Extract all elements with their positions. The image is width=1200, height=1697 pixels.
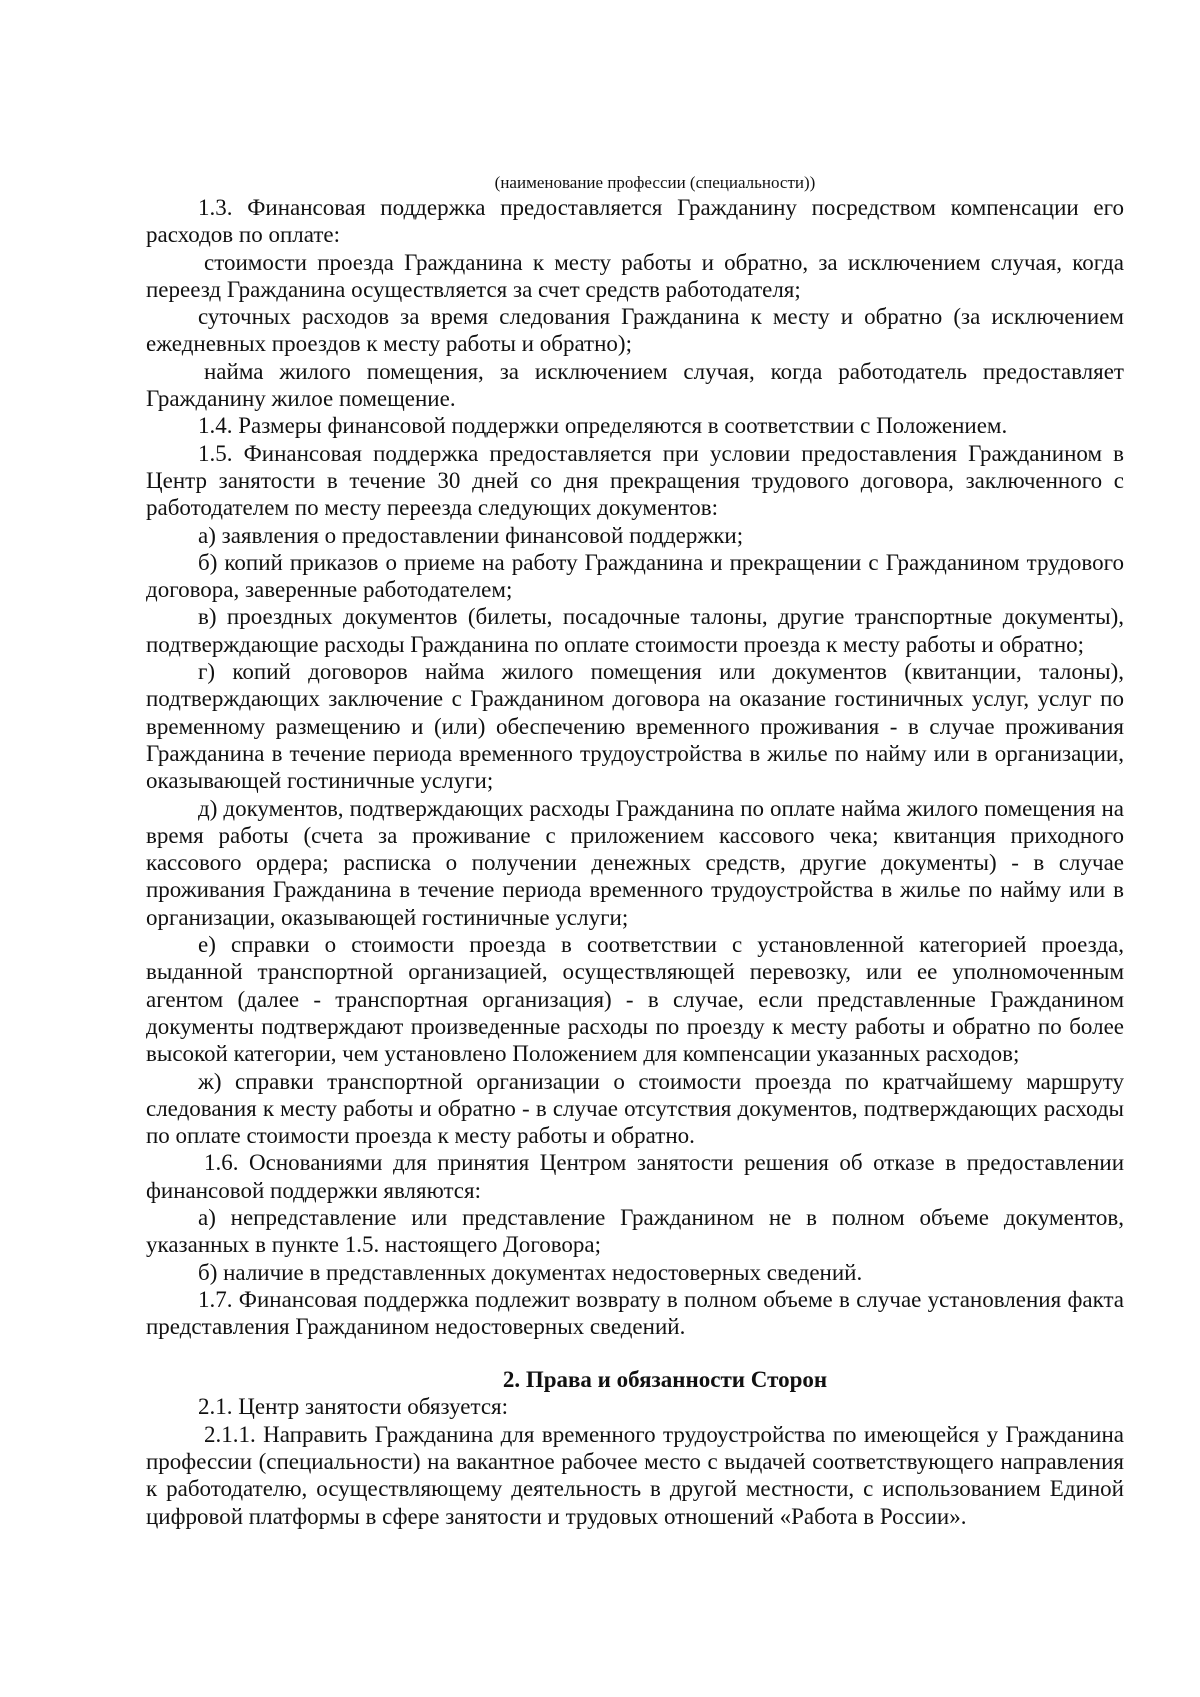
paragraph-2-1-1: 2.1.1. Направить Гражданина для временного трудоустройства по имеющейся у Гражданина профессии (специальности) на вакантное рабочее место с выдачей соответствующего направления к работодателю, осуществляющему деятельность в другой местности, с использованием Единой цифровой платформы в сфере занятости и трудовых отношений «Работа в России». — [146, 1421, 1124, 1529]
section-2-title: 2. Права и обязанности Сторон — [502, 1367, 828, 1393]
document-page — [146, 172, 1124, 1530]
list-item-zh: ж) справки транспортной организации о стоимости проезда по кратчайшему маршруту следования к месту работы и обратно - в случае отсутствия документов, подтверждающих расходы по оплате стоимости проезда к месту работы и обратно. — [146, 1068, 1124, 1149]
paragraph-travel-cost: стоимости проезда Гражданина к месту работы и обратно, за исключением случая, когда переезд Гражданина осуществляется за счет средств работодателя; — [146, 249, 1124, 302]
paragraph-1-4: 1.4. Размеры финансовой поддержки определяются в соответствии с Положением. — [198, 413, 1008, 439]
list-item-e: е) справки о стоимости проезда в соответствии с установленной категорией проезда, выданной транспортной организацией, осуществляющей перевозку, или ее уполномоченным агентом (далее - транспортная организация) - в случае, если представленные Гражданином документы подтверждают произведенные расходы по проезду к месту работы и обратно по более высокой категории, чем установлено Положением для компенсации указанных расходов; — [146, 932, 1124, 1067]
list-item-g: г) копий договоров найма жилого помещения или документов (квитанции, талоны), подтверждающих заключение с Гражданином договора на оказание гостиничных услуг, услуг по временному размещению и (или) обеспечению временного проживания - в случае проживания Гражданина в течение периода временного трудоустройства в жилье по найму или в организации, оказывающей гостиничные услуги; — [146, 659, 1124, 794]
paragraph-daily-expenses: суточных расходов за время следования Гражданина к месту и обратно (за исключением ежедневных проездов к месту работы и обратно); — [146, 304, 1124, 357]
list-item-v: в) проездных документов (билеты, посадочные талоны, другие транспортные документы), подтверждающие расходы Гражданина по оплате стоимости проезда к месту работы и обратно; — [146, 604, 1124, 657]
refusal-item-a: а) непредставление или представление Гражданином не в полном объеме документов, указанных в пункте 1.5. настоящего Договора; — [146, 1204, 1124, 1258]
refusal-item-b: б) наличие в представленных документах недостоверных сведений. — [198, 1259, 863, 1285]
list-item-b: б) копий приказов о приеме на работу Гражданина и прекращении с Гражданином трудового договора, заверенные работодателем; — [146, 549, 1124, 603]
paragraph-1-5: 1.5. Финансовая поддержка предоставляется при условии предоставления Гражданином в Центр занятости в течение 30 дней со дня прекращения трудового договора, заключенного с работодателем по месту переезда следующих документов: — [146, 440, 1124, 521]
paragraph-1-3: 1.3. Финансовая поддержка предоставляется Гражданину посредством компенсации его расходов по оплате: — [146, 195, 1124, 248]
paragraph-1-6: 1.6. Основаниями для принятия Центром занятости решения об отказе в предоставлении финансовой поддержки являются: — [146, 1150, 1124, 1203]
paragraph-1-7: 1.7. Финансовая поддержка подлежит возврату в полном объеме в случае установления факта представления Гражданином недостоверных сведений. — [146, 1286, 1124, 1340]
profession-caption: (наименование профессии (специальности)) — [494, 173, 816, 192]
list-item-a: а) заявления о предоставлении финансовой поддержки; — [198, 522, 744, 548]
paragraph-2-1: 2.1. Центр занятости обязуется: — [198, 1394, 509, 1420]
list-item-d: д) документов, подтверждающих расходы Гражданина по оплате найма жилого помещения на время работы (счета за проживание с приложением кассового чека; квитанция приходного кассового ордера; расписка о получении денежных средств, другие документы) - в случае проживания Гражданина в течение периода временного трудоустройства в жилье по найму или в организации, оказывающей гостиничные услуги; — [146, 795, 1124, 930]
paragraph-housing-rent: найма жилого помещения, за исключением случая, когда работодатель предоставляет Гражданину жилое помещение. — [146, 358, 1124, 412]
